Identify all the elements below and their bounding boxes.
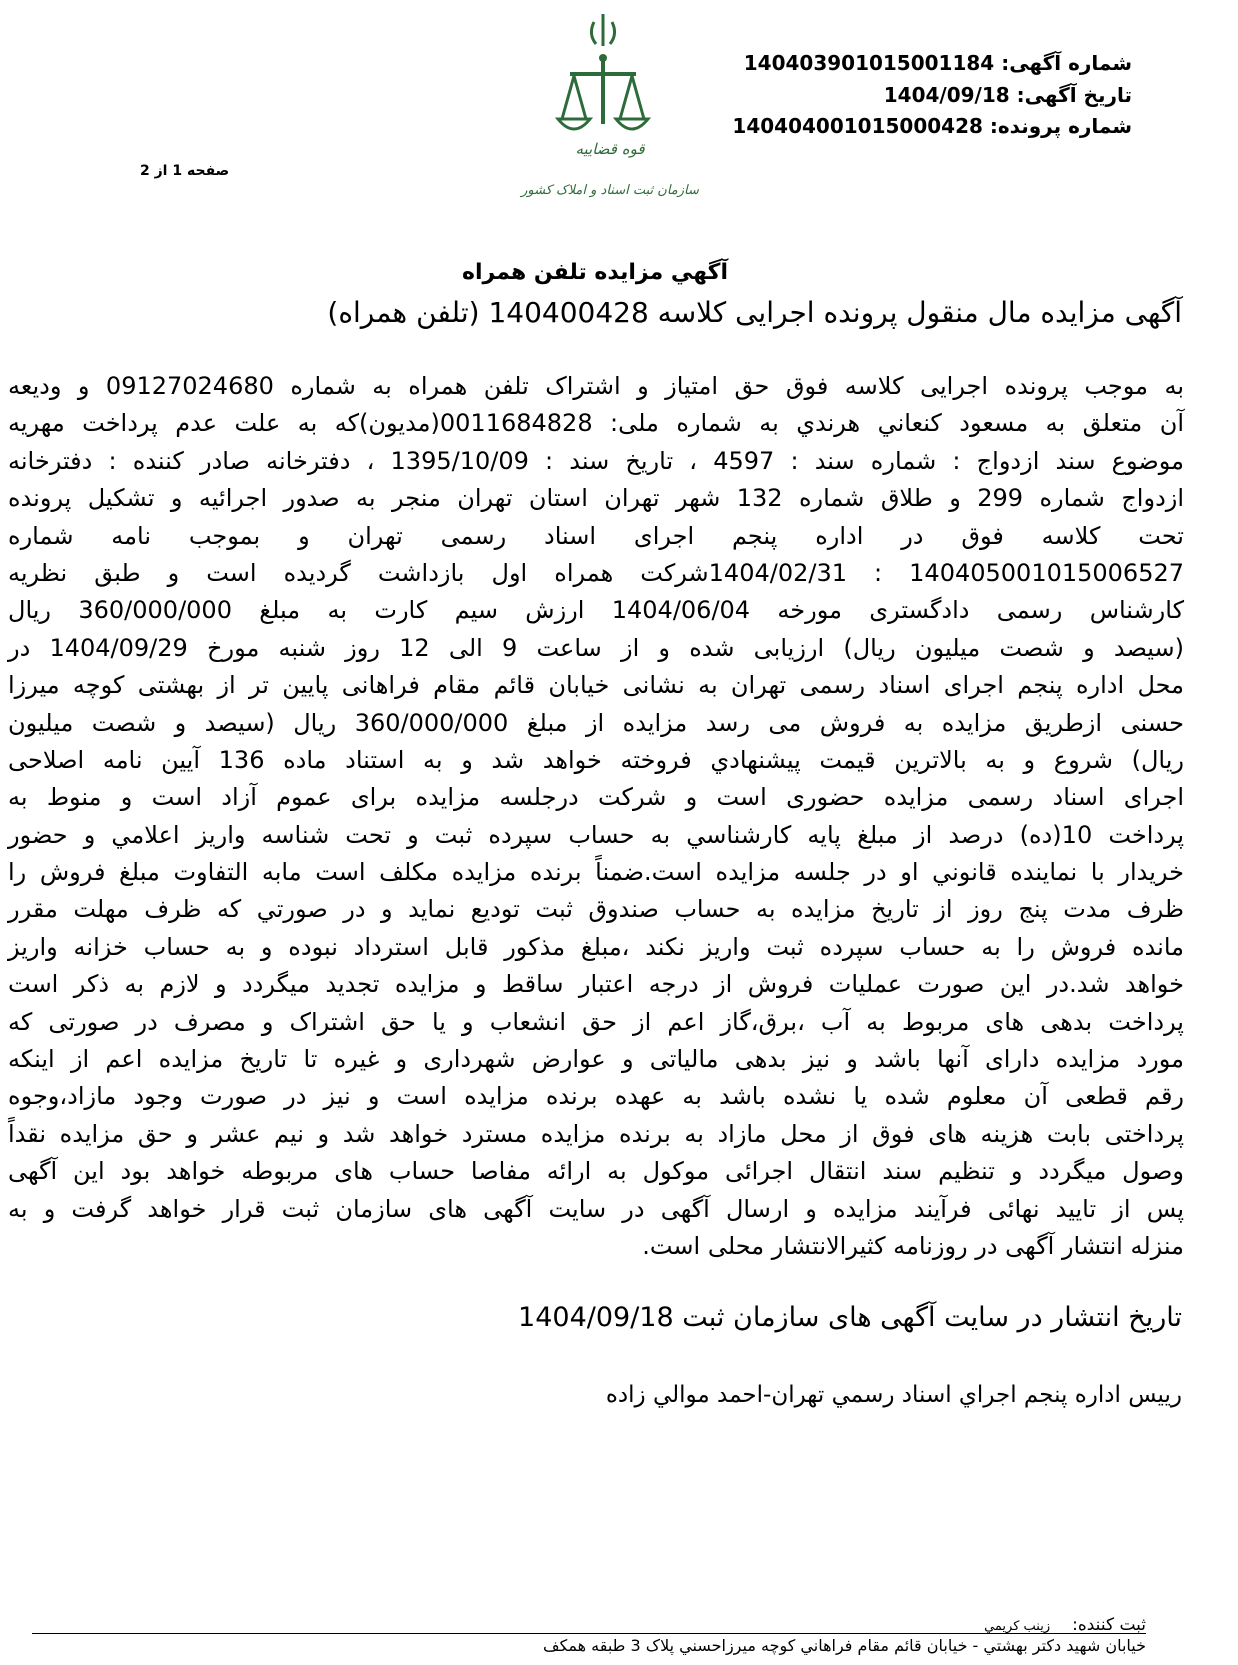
- body-line: پس از تایید نهائی فرآیند مزایده و ارسال آگهی در سایت آگهی های سازمان ثبت قرار خواهد گرفت و به: [8, 1194, 1184, 1223]
- ad-date: [884, 82, 1132, 108]
- body-line: (سیصد و شصت میلیون ریال) ارزیابی شده و از ساعت 9 الی 12 روز شنبه مورخ 1404/09/29 در: [8, 633, 1184, 662]
- page-subtitle: آگهی مزایده مال منقول پرونده اجرایی کلاسه 140400428 (تلفن همراه): [327, 296, 1182, 329]
- body-line: ریال) شروع و به بالاترین قیمت پیشنهادي فروخته خواهد شد و به استناد ماده 136 آیین نامه اصلاحی: [8, 745, 1185, 774]
- file-number: [732, 113, 1132, 139]
- body-line: ازدواج شماره 299 و طلاق شماره 132 شهر تهران استان تهران منجر به صدور اجرائیه و تشکیل پرونده: [8, 484, 1185, 513]
- body-line: 140405001015006527 : 1404/02/31شرکت همراه اول بازداشت گردیده است و طبق نظریه: [8, 558, 1185, 587]
- body-line: تحت کلاسه فوق در اداره پنجم اجرای اسناد رسمی تهران و بموجب نامه شماره: [8, 521, 1184, 550]
- body-line: ظرف مدت پنج روز از تاریخ مزایده به حساب صندوق ثبت تودیع نماید و در صورتي که ظرف مهلت مقرر: [8, 895, 1184, 924]
- body-line: وصول میگردد و تنظیم سند انتقال اجرائی موکول به ارائه مفاصا حساب های مربوطه خواهد بود این آگهی: [8, 1157, 1184, 1186]
- notice-body: [8, 368, 1184, 1265]
- file-number-value: 140404001015000428: [732, 114, 983, 138]
- body-line: به موجب پرونده اجرایی کلاسه فوق حق امتیاز و اشتراک تلفن همراه به شماره 09127024680 و ودیعه: [8, 372, 1185, 400]
- footer-divider: [32, 1633, 1146, 1634]
- body-line: پرداختی بابت هزینه های فوق از محل مازاد به برنده مزایده مسترد خواهد شد و نیم عشر و حق مزایده نقداً: [8, 1119, 1184, 1148]
- judiciary-logo: [521, 4, 699, 214]
- page-indicator: صفحه 1 از 2: [140, 163, 230, 179]
- body-line: پرداخت بدهی های مربوط به آب ،برق،گاز اعم از حق انشعاب و یا حق اشتراک و مصرف در صورتی که: [8, 1007, 1184, 1036]
- body-line: موضوع سند ازدواج : شماره سند : 4597 ، تاریخ سند : 1395/10/09 ، دفترخانه صادر کننده : دفترخانه: [8, 446, 1184, 475]
- body-line: رقم قطعی آن معلوم شده یا نشده باشد به عهده برنده مزایده است و نیز در صورت وجود مازاد،وجوه: [8, 1082, 1184, 1111]
- ad-number-value: 140403901015001184: [743, 51, 995, 75]
- ad-number: [744, 50, 1132, 76]
- body-line: منزله انتشار آگهی در روزنامه کثیرالانتشار محلی است.: [642, 1231, 1184, 1260]
- signature-line: رييس اداره پنجم اجراي اسناد رسمي تهران-احمد موالي زاده: [605, 1382, 1182, 1408]
- registrar: [984, 1615, 1146, 1635]
- body-line: حسنی ازطریق مزایده به فروش می رسد مزایده از مبلغ 360/000/000 ریال (سیصد و شصت میلیون: [8, 708, 1184, 737]
- body-line: محل اداره پنجم اجرای اسناد رسمی تهران به نشانی خیابان قائم مقام فراهانی پایین تر از بهشتی کوچه میرزا: [8, 671, 1184, 700]
- scales-of-justice-icon: [521, 4, 699, 214]
- body-line: کارشناس رسمی دادگستری مورخه 1404/06/04 ارزش سیم کارت به مبلغ 360/000/000 ریال: [8, 596, 1184, 625]
- ad-number-label: شماره آگهی:: [1001, 51, 1132, 75]
- publish-date-line: تاریخ انتشار در سایت آگهی های سازمان ثبت 1404/09/18: [518, 1302, 1182, 1333]
- body-line: خریدار با نماینده قانوني او در جلسه مزایده است.ضمناً برنده مزایده مکلف است مابه التفاوت مبلغ فروش را: [8, 858, 1184, 887]
- body-line: خواهد شد.در این صورت عملیات فروش از درجه اعتبار ساقط و مزایده تجدید میگردد و لازم به ذکر است: [8, 970, 1184, 999]
- registrar-label: ثبت کننده:: [1072, 1615, 1146, 1635]
- body-line: مانده فروش را به حساب سپرده ثبت واریز نکند ،مبلغ مذکور قابل استرداد نبوده و به حساب خزانه واریز: [8, 932, 1184, 961]
- ad-date-label: تاریخ آگهی:: [1016, 83, 1132, 107]
- ad-date-value: 1404/09/18: [883, 83, 1010, 107]
- logo-text-judiciary: قوه قضاییه: [575, 140, 645, 158]
- logo-text-registry: سازمان ثبت اسناد و املاک کشور: [521, 183, 699, 198]
- page-title: آگهي مزايده تلفن همراه: [462, 260, 728, 285]
- body-line: مورد مزایده دارای آنها باشد و نیز بدهی مالیاتی و عوارض شهرداری و غیره تا تاریخ مزایده اعم از اینکه: [8, 1045, 1184, 1074]
- footer-address: خيابان شهيد دكتر بهشتي - خيابان قائم مقام فراهاني كوچه ميرزاحسني پلاک 3 طبقه همكف: [543, 1636, 1146, 1655]
- file-number-label: شماره پرونده:: [989, 114, 1132, 138]
- body-line: اجرای اسناد رسمی مزایده حضوری است و شرکت درجلسه مزایده برای عموم آزاد است و منوط به: [8, 783, 1184, 812]
- body-line: آن متعلق به مسعود كنعاني هرندي به شماره ملی: 0011684828(مدیون)که به علت عدم پرداخت مهریه: [8, 409, 1184, 438]
- registrar-name: زينب كريمي: [984, 1619, 1051, 1634]
- body-line: پرداخت 10(ده) درصد از مبلغ پایه کارشناسي به حساب سپرده ثبت و تحت شناسه واریز اعلامي و حضور: [8, 820, 1184, 849]
